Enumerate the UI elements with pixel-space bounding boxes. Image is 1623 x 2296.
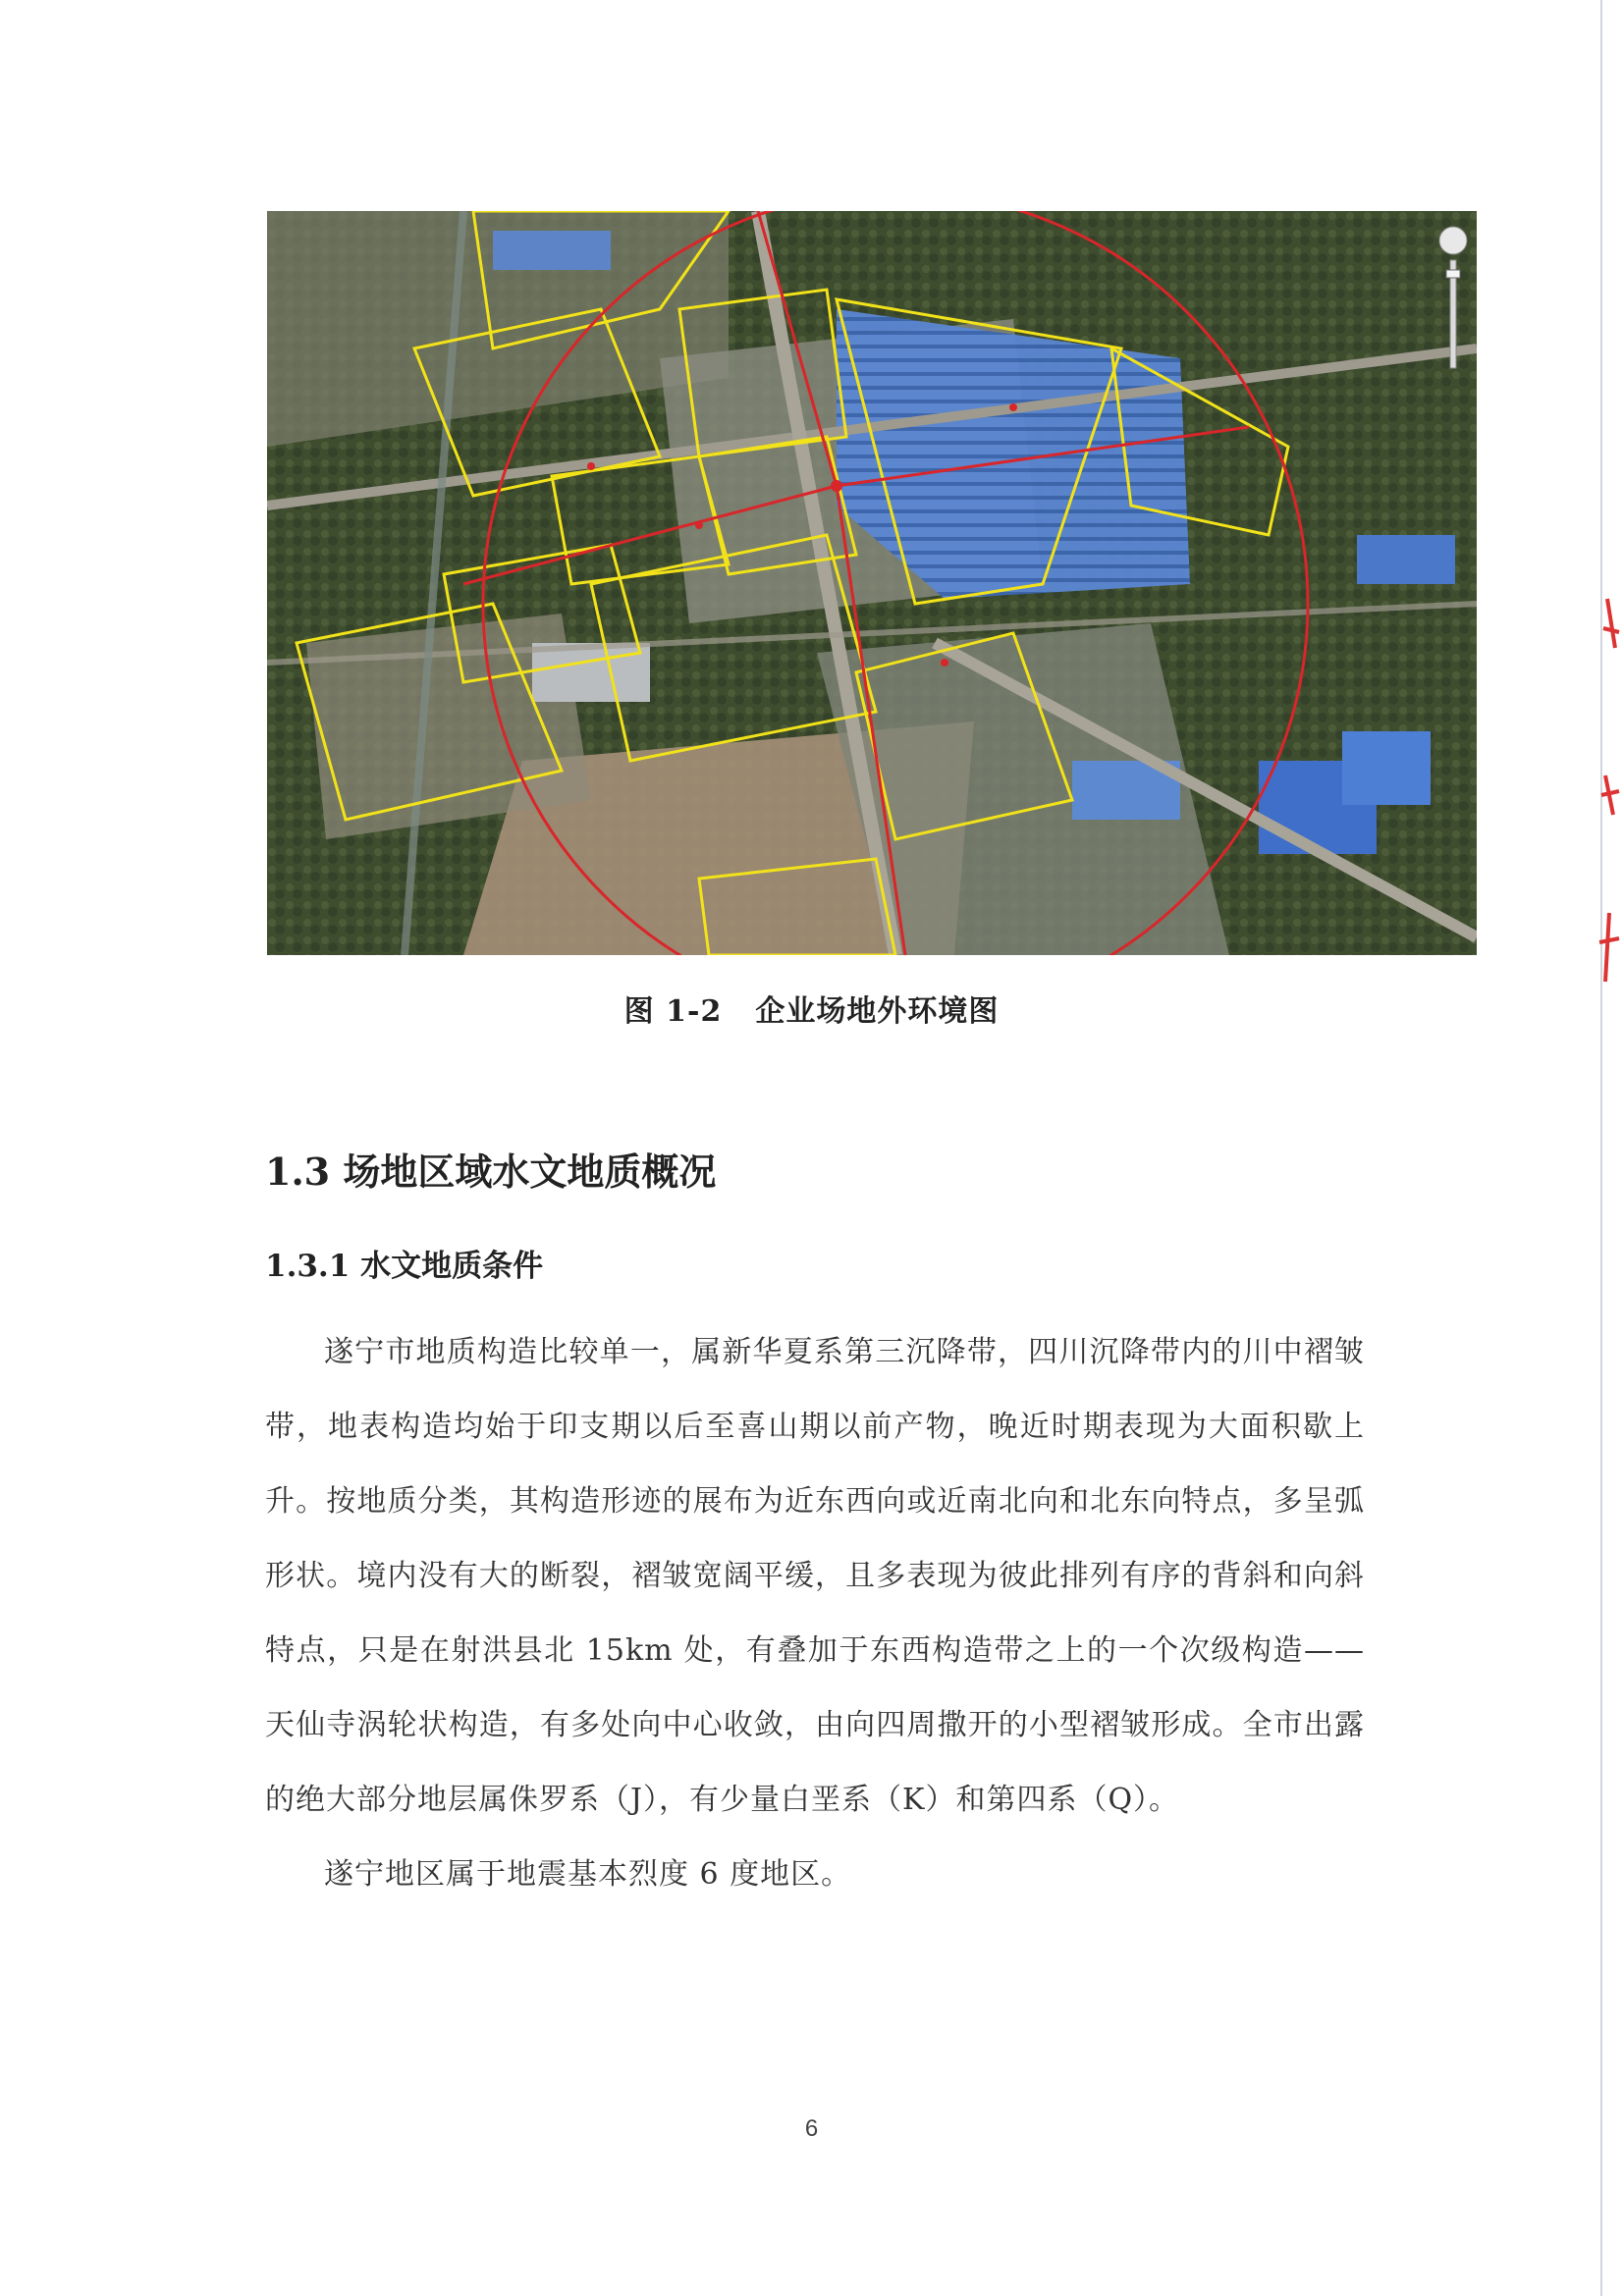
page-edge [1600,0,1602,2296]
factory-roof-e [1357,535,1455,584]
seal-stamp-fragment [1586,589,1623,1001]
figure-caption [0,987,1623,1030]
factory-roof-se-2 [1342,731,1431,805]
warehouse-roof-w [532,643,650,702]
factory-roof-n [493,231,611,270]
subsection-heading: 1.3.1 水文地质条件 [265,1249,544,1284]
figure-number: 图 1-2 [623,994,723,1029]
section-heading: 1.3 场地区域水文地质概况 [265,1149,717,1194]
figure-title: 企业场地外环境图 [755,994,1000,1029]
page-number: 6 [804,2115,819,2142]
paragraph-seismic: 遂宁地区属于地震基本烈度 6 度地区。 [324,1857,852,1892]
paragraph-geology: 遂宁市地质构造比较单一，属新华夏系第三沉降带，四川沉降带内的川中褶皱带，地表构造均始于印支期以后至喜山期以前产物，晚近时期表现为大面积歇上升。按地质分类，其构造形迹的展布为近东西向或近南北向和北东向特点，多呈弧形状。境内没有大的断裂，褶皱宽阔平缓，且多表现为彼此排列有序的背斜和向斜特点，只是在射洪县北 15km 处，有叠加于东西构造带之上的一个次级构造——天仙寺涡轮状构造，有多处向中心收敛，由向四周撒开的小型褶皱形成。全市出露的绝大部分地层属侏罗系（J），有少量白垩系（K）和第四系（Q）。 [265,1335,1365,1817]
satellite-map [267,211,1477,955]
body-text [265,1315,1365,1912]
satellite-map-figure [267,211,1477,955]
